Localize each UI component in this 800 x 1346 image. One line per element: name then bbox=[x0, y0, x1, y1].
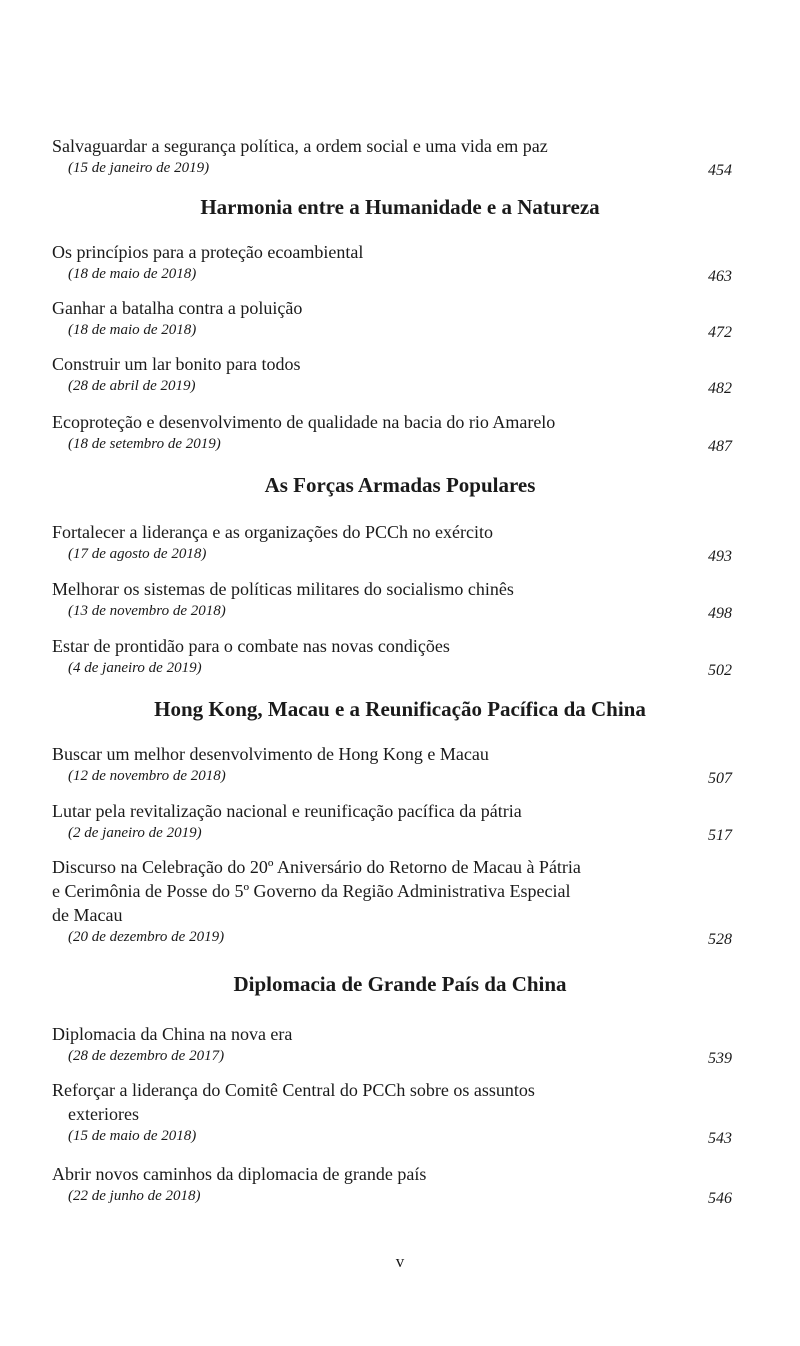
toc-entry bbox=[52, 520, 742, 566]
section-heading: As Forças Armadas Populares bbox=[264, 473, 536, 497]
section-heading: Harmonia entre a Humanidade e a Natureza bbox=[200, 195, 600, 219]
toc-entry bbox=[52, 634, 742, 680]
entry-page-number: 454 bbox=[708, 162, 732, 179]
entry-date: (22 de junho de 2018) bbox=[68, 1188, 201, 1204]
entry-page-number: 546 bbox=[708, 1190, 732, 1207]
toc-entry bbox=[52, 296, 742, 342]
toc-entry bbox=[52, 577, 742, 623]
entry-page-number: 487 bbox=[708, 438, 732, 455]
entry-title: Estar de prontidão para o combate nas novas condições bbox=[52, 636, 450, 656]
entry-title: Abrir novos caminhos da diplomacia de grande país bbox=[52, 1164, 427, 1184]
toc-entry bbox=[52, 1162, 742, 1208]
entry-date: (2 de janeiro de 2019) bbox=[68, 825, 202, 841]
entry-date: (28 de abril de 2019) bbox=[68, 378, 196, 394]
entry-date: (18 de maio de 2018) bbox=[68, 266, 197, 282]
toc-entry bbox=[52, 799, 742, 845]
toc-entry bbox=[52, 410, 742, 456]
entry-date: (17 de agosto de 2018) bbox=[68, 546, 207, 562]
entry-title: Os princípios para a proteção ecoambiental bbox=[52, 242, 364, 262]
entry-date: (15 de maio de 2018) bbox=[68, 1128, 197, 1144]
entry-date: (18 de maio de 2018) bbox=[68, 322, 197, 338]
section-heading: Diplomacia de Grande País da China bbox=[233, 972, 567, 996]
toc-entry bbox=[52, 1078, 742, 1148]
entry-title: Diplomacia da China na nova era bbox=[52, 1024, 293, 1044]
entry-page-number: 482 bbox=[708, 380, 732, 397]
entry-page-number: 502 bbox=[708, 662, 732, 679]
entry-title: Discurso na Celebração do 20º Aniversário do Retorno de Macau à Pátria bbox=[52, 857, 581, 877]
entry-page-number: 493 bbox=[708, 548, 732, 565]
entry-date: (28 de dezembro de 2017) bbox=[68, 1048, 225, 1064]
entry-title: Buscar um melhor desenvolvimento de Hong Kong e Macau bbox=[52, 744, 489, 764]
entry-title-line: exteriores bbox=[68, 1104, 139, 1124]
toc-entry bbox=[52, 742, 742, 788]
page-number-folio: v bbox=[395, 1252, 405, 1271]
entry-page-number: 528 bbox=[708, 931, 732, 948]
entry-title: Salvaguardar a segurança política, a ordem social e uma vida em paz bbox=[52, 136, 548, 156]
toc-entry bbox=[52, 352, 742, 398]
entry-page-number: 463 bbox=[708, 268, 732, 285]
entry-page-number: 472 bbox=[708, 324, 732, 341]
entry-title: Ecoproteção e desenvolvimento de qualidade na bacia do rio Amarelo bbox=[52, 412, 556, 432]
entry-date: (20 de dezembro de 2019) bbox=[68, 929, 225, 945]
entry-page-number: 517 bbox=[708, 827, 732, 844]
entry-page-number: 507 bbox=[708, 770, 732, 787]
toc-entry bbox=[52, 1022, 742, 1068]
entry-date: (15 de janeiro de 2019) bbox=[68, 160, 210, 176]
entry-title: Melhorar os sistemas de políticas militares do socialismo chinês bbox=[52, 579, 514, 599]
entry-date: (18 de setembro de 2019) bbox=[68, 436, 221, 452]
entry-title: Construir um lar bonito para todos bbox=[52, 354, 301, 374]
entry-title: Fortalecer a liderança e as organizações do PCCh no exército bbox=[52, 522, 493, 542]
entry-page-number: 543 bbox=[708, 1130, 732, 1147]
entry-title: Reforçar a liderança do Comitê Central do PCCh sobre os assuntos bbox=[52, 1080, 535, 1100]
toc-entry bbox=[52, 855, 742, 949]
toc-entry bbox=[52, 134, 742, 180]
entry-date: (12 de novembro de 2018) bbox=[68, 768, 226, 784]
entry-title-line: de Macau bbox=[52, 905, 123, 925]
section-heading: Hong Kong, Macau e a Reunificação Pacífica da China bbox=[154, 697, 646, 721]
entry-title: Ganhar a batalha contra a poluição bbox=[52, 298, 303, 318]
entry-page-number: 539 bbox=[708, 1050, 732, 1067]
entry-page-number: 498 bbox=[708, 605, 732, 622]
entry-title: Lutar pela revitalização nacional e reunificação pacífica da pátria bbox=[52, 801, 522, 821]
entry-title-line: e Cerimônia de Posse do 5º Governo da Região Administrativa Especial bbox=[52, 881, 571, 901]
entry-date: (4 de janeiro de 2019) bbox=[68, 660, 202, 676]
entry-date: (13 de novembro de 2018) bbox=[68, 603, 226, 619]
toc-entry bbox=[52, 240, 742, 286]
